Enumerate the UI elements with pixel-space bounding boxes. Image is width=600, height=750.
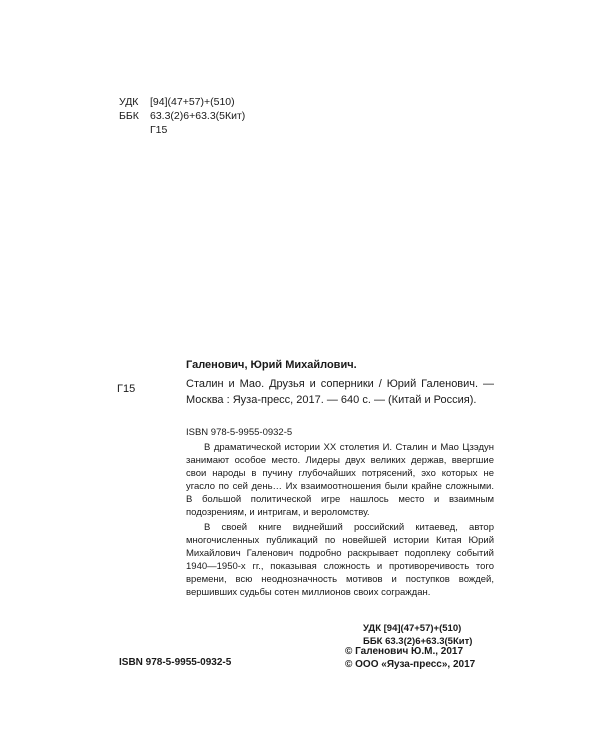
copyright-block [345, 645, 475, 671]
bbk-label: ББК [119, 110, 139, 122]
isbn-bottom: ISBN 978-5-9955-0932-5 [119, 657, 232, 668]
author-heading: Галенович, Юрий Михайлович. [186, 359, 357, 371]
bbk-row [119, 109, 245, 123]
annotation-paragraph: В своей книге виднейший российский китаевед, автор многочисленных публикаций по новейшей истории Китая Юрий Михайлович Галенович подробно раскрывает подоплеку событий 1940—1950-х гг., показывая сложность и противоречивость того времени, всю неоднозначность мотивов и поступков вождей, вершивших судьбы сотен миллионов своих сограждан. [186, 522, 494, 598]
udk-line: УДК [94](47+57)+(510) [363, 623, 462, 634]
bibliographic-text: Сталин и Мао. Друзья и соперники / Юрий Галенович. — Москва : Яуза-пресс, 2017. — 640 с. — (Китай и Россия). [186, 378, 494, 406]
author-mark-top: Г15 [150, 124, 168, 136]
author-mark: Г15 [117, 383, 136, 395]
copyright-publisher: © ООО «Яуза-пресс», 2017 [345, 659, 476, 670]
bbk-line: ББК 63.3(2)6+63.3(5Кит) [363, 635, 473, 647]
classification-block-top [119, 95, 245, 137]
annotation [186, 441, 494, 599]
udk-row [119, 95, 245, 109]
isbn-card: ISBN 978-5-9955-0932-5 [186, 427, 293, 438]
udk-label: УДК [119, 96, 139, 108]
bibliographic-description [186, 376, 494, 408]
bbk-value: 63.3(2)6+63.3(5Кит) [150, 110, 246, 122]
annotation-paragraph: В драматической истории XX столетия И. Сталин и Мао Цзэдун занимают особое место. Лидеры двух великих держав, ввергшие свои народы в пучину глубочайших потрясений, эхо которых не угасло по сей день… Их взаимоотношения были крайне сложными. В большой политической игре нашлось место и взаимным подозрениям, и интригам, и вероломству. [186, 442, 494, 518]
copyright-author: © Галенович Ю.М., 2017 [345, 646, 464, 657]
udk-value: [94](47+57)+(510) [150, 96, 235, 108]
